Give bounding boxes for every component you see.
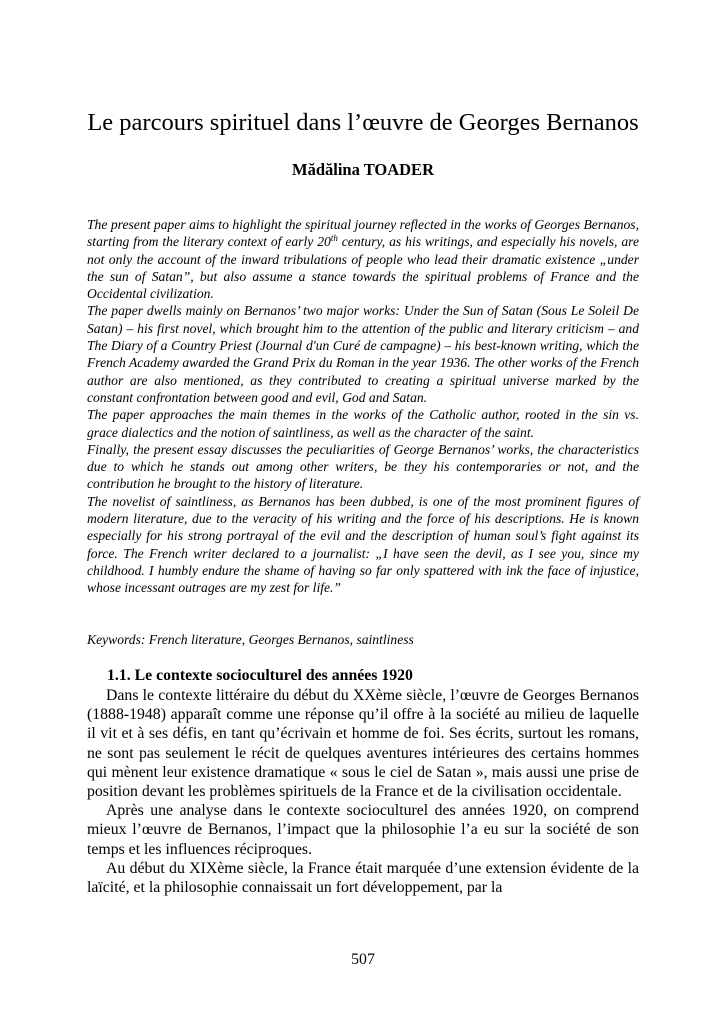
paper-title: Le parcours spirituel dans l’œuvre de Georges Bernanos — [87, 109, 639, 137]
abstract — [87, 216, 639, 597]
abstract-paragraph: The paper dwells mainly on Bernanos’ two major works: Under the Sun of Satan (Sous Le Soleil De Satan) – his first novel, which brought him to the attention of the public and literary criticism – and The Diary of a Country Priest (Journal d'un Curé de campagne) – his best-known writing, which the French Academy awarded the Grand Prix du Roman in the year 1936. The other works of the French author are also mentioned, as they contributed to creating a spiritual universe marked by the constant confrontation between good and evil, God and Satan. — [87, 303, 639, 405]
abstract-text: The present paper aims to highlight the spiritual journey reflected in the works of Georges Bernanos, starting from the literary context of early 20 — [87, 217, 639, 250]
body-paragraph: Dans le contexte littéraire du début du XXème siècle, l’œuvre de Georges Bernanos (1888-1948) apparaît comme une réponse qu’il offre à la société au milieu de laquelle il vit et à ses défis, en tant qu’écrivain et homme de foi. Ses écrits, surtout les romans, ne sont pas seulement le récit de quelques aventures intérieures des certains hommes qui mènent leur existence dramatique « sous le ciel de Satan », mais aussi une prise de position devant les problèmes spirituels de la France et de la civilisation occidentale. — [87, 687, 639, 801]
abstract-paragraph: The paper approaches the main themes in the works of the Catholic author, rooted in the sin vs. grace dialectics and the notion of saintliness, as well as the character of the saint. — [87, 407, 639, 440]
section-heading: 1.1. Le contexte socioculturel des années 1920 — [107, 667, 413, 684]
author-name: Mădălina TOADER — [292, 160, 434, 179]
abstract-paragraph: The novelist of saintliness, as Bernanos has been dubbed, is one of the most prominent figures of modern literature, due to the veracity of his writing and the force of his descriptions. He is known especially for his strong portrayal of the evil and the description of human soul’s fight against its force. The French writer declared to a journalist: „I have seen the devil, as I see you, since my childhood. I humbly endure the shame of having so far only spattered with ink the face of injustice, whose incessant outrages are my zest for life.” — [87, 493, 639, 596]
body-paragraph: Après une analyse dans le contexte socioculturel des années 1920, on comprend mieux l’œuvre de Bernanos, l’impact que la philosophie l’a eu sur la société de son temps et les influences réciproques. — [87, 802, 639, 858]
abstract-paragraph — [87, 216, 639, 302]
superscript: th — [330, 233, 338, 244]
keywords: Keywords: French literature, Georges Bernanos, saintliness — [87, 632, 414, 647]
abstract-text: century, as his writings, and especially his novels, are not only the account of the inward tribulations of people who lead their dramatic existence „under the sun of Satan”, but also assume a stance towards the spiritual problems of France and the Occidental civilization. — [87, 234, 639, 302]
body-paragraph: Au début du XIXème siècle, la France était marquée d’une extension évidente de la laïcité, et la philosophie connaissait un fort développement, par la — [87, 859, 639, 897]
body-text — [87, 686, 639, 897]
page-number: 507 — [351, 951, 375, 968]
abstract-paragraph: Finally, the present essay discusses the peculiarities of George Bernanos’ works, the characteristics due to which he stands out among other writers, be they his contemporaries or not, and the contribution he brought to the history of literature. — [87, 441, 639, 492]
